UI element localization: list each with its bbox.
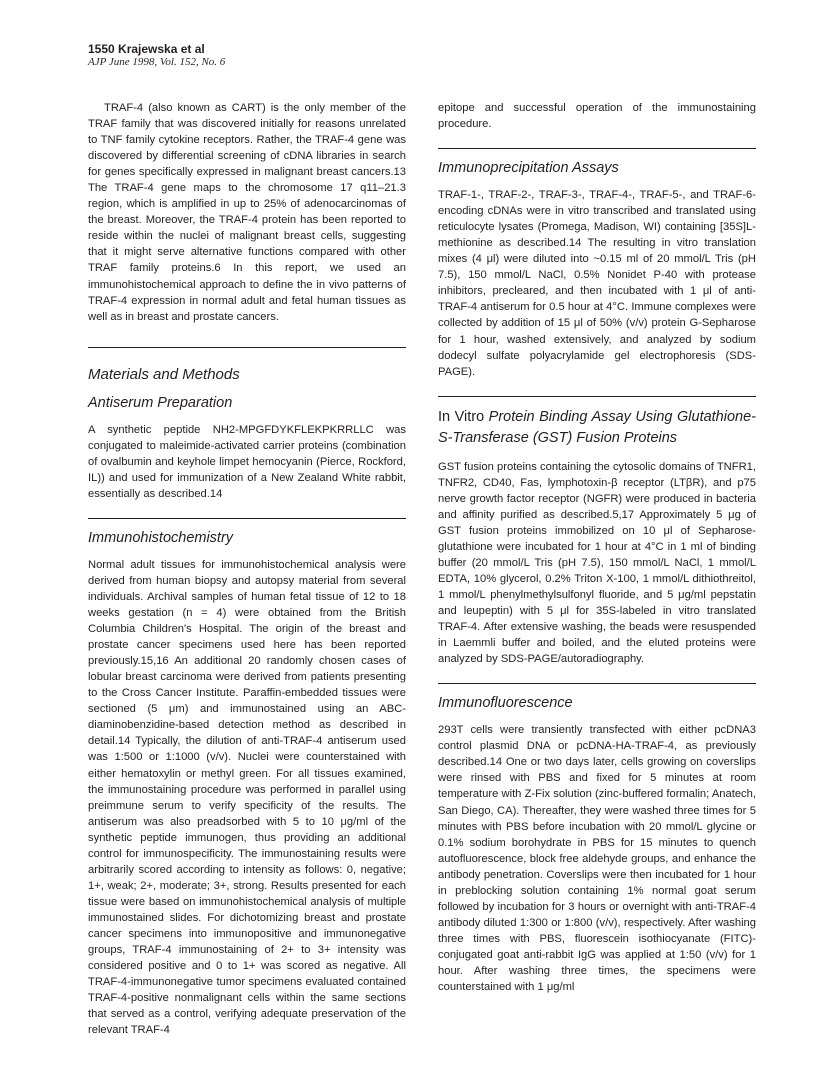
subsection-rule — [438, 683, 756, 684]
left-column — [88, 100, 406, 1038]
ihc-paragraph: Normal adult tissues for immunohistochemical analysis were derived from human biopsy and autopsy material from several individuals. Archival samples of human fetal tissue of 12 to 18 weeks gestation (n = 4) were obtained from the British Columbia Children's Hospital. The origin of the breast and prostate cancer specimens used here has been reported previously.15,16 An additional 20 randomly chosen cases of lobular breast carcinoma were derived from patients presenting to the Cross Cancer Institute. Paraffin-embedded tissues were sectioned (5 μm) and immunostained using an ABC-diaminobenzidine-based detection method as described in detail.14 Typically, the dilution of anti-TRAF-4 antiserum used was 1:500 or 1:1000 (v/v). Nuclei were counterstained with either hematoxylin or methyl green. For all tissues examined, the immunostaining procedure was performed in parallel using preimmune serum to verify specificity of the results. The antiserum was also preadsorbed with 5 to 10 μg/ml of the synthetic peptide immunogen, thus providing an additional control for immunospecificity. The immunostaining results were arbitrarily scored according to intensity as follows: 0, negative; 1+, weak; 2+, moderate; 3+, strong. Results presented for each tissue were based on immunohistochemical analysis of multiple immunostained slides. For dichotomizing breast and prostate cancer specimens into immunopositive and immunonegative groups, TRAF-4 immunostaining of 2+ to 3+ intensity was considered positive and 0 to 1+ was scored as negative. All TRAF-4-immunonegative tumor specimens evaluated contained TRAF-4-positive nonmalignant cells within the same sections that served as a control, verifying adequate preservation of the relevant TRAF-4 — [88, 558, 406, 1037]
subheading-gst-binding — [438, 407, 756, 449]
subheading-immunofluorescence: Immunofluorescence — [438, 695, 573, 712]
subheading-ihc: Immunohistochemistry — [88, 529, 234, 546]
subsection-rule — [438, 148, 756, 149]
subheading-immunoprecipitation: Immunoprecipitation Assays — [438, 160, 619, 177]
subheading-antiserum: Antiserum Preparation — [88, 394, 233, 411]
immunoprecipitation-paragraph: TRAF-1-, TRAF-2-, TRAF-3-, TRAF-4-, TRAF-5-, and TRAF-6-encoding cDNAs were in vitro transcribed and translated using reticulocyte lysates (Promega, Madison, WI) containing [35S]L-methionine as described.14 The resulting in vitro translation mixes (4 μl) were diluted into ~0.15 ml of 20 mmol/L Tris (pH 7.5), 150 mmol/L NaCl, 0.5% Nonidet P-40 with protease inhibitors, precleared, and then incubated with 1 μl of anti-TRAF-4 antiserum for 0.5 hour at 4°C. Immune complexes were collected by addition of 15 μl of 50% (v/v) protein G-Sepharose for 1 hour, washed extensively, and analyzed by sodium dodecyl sulfate polyacrylamide gel electrophoresis (SDS-PAGE). — [438, 189, 756, 378]
running-header — [88, 42, 225, 69]
right-column — [438, 100, 756, 995]
antiserum-paragraph: A synthetic peptide NH2-MPGFDYKFLEKPKRRLLC was conjugated to maleimide-activated carrier proteins (combination of ovalbumin and keyhole limpet hemocyanin (Pierce, Rockford, IL)) and used for immunization of a New Zealand White rabbit, essentially as described.14 — [88, 423, 406, 500]
gst-heading-in-vitro: In Vitro — [438, 408, 485, 425]
gst-paragraph: GST fusion proteins containing the cytosolic domains of TNFR1, TNFR2, CD40, Fas, lymphotoxin-β receptor (LTβR), and p75 nerve growth factor receptor (NGFR) were produced in bacteria and affinity purified as described.5,17 Approximately 5 μg of GST fusion proteins immobilized on 10 μl of Sepharose-glutathione were incubated for 1 hour at 4°C in 1 ml of binding buffer (20 mmol/L Tris (pH 7.5), 150 mmol/L NaCl, 1 mmol/L EDTA, 10% glycerol, 0.2% Triton X-100, 1 mmol/L dithiothreitol, 1 mmol/L phenylmethylsulfonyl fluoride, and 5 μg/ml pepstatin and leupeptin) with 5 μl for 35S-labeled in vitro translated TRAF-4. After extensive washing, the beads were resuspended in Laemmli buffer and boiled, and the eluted proteins were analyzed by SDS-PAGE/autoradiography. — [438, 460, 756, 666]
subsection-rule — [88, 518, 406, 519]
intro-paragraph: TRAF-4 (also known as CART) is the only member of the TRAF family that was discovered initially for reasons unrelated to TNF family cytokine receptors. Rather, the TRAF-4 gene was discovered by differential screening of cDNA libraries in search for genes specifically expressed in malignant breast cancers.13 The TRAF-4 gene maps to the chromosome 17 q11–21.3 region, which is amplified in up to 25% of adenocarcinomas of the breast. Moreover, the TRAF-4 protein has been reported to reside within the nuclei of malignant breast cells, suggesting that it might serve alternative functions compared with other TRAF family proteins.6 In this report, we used an immunohistochemical approach to define the in vivo patterns of TRAF-4 expression in normal adult and fetal human tissues as well as in breast and prostate cancers. — [88, 102, 406, 323]
continuation-paragraph: epitope and successful operation of the immunostaining procedure. — [438, 102, 756, 131]
gst-heading-rest: Protein Binding Assay Using Glutathione-S-Transferase (GST) Fusion Proteins — [438, 408, 756, 446]
section-rule — [88, 347, 406, 348]
journal-citation: AJP June 1998, Vol. 152, No. 6 — [88, 56, 226, 68]
page-number-authors: 1550 Krajewska et al — [88, 42, 205, 56]
immunofluorescence-paragraph: 293T cells were transiently transfected with either pcDNA3 control plasmid DNA or pcDNA-HA-TRAF-4, as previously described.14 One or two days later, cells growing on coverslips were rinsed with PBS and fixed for 5 minutes at room temperature with Z-Fix solution (zinc-buffered formalin; Anatech, San Diego, CA). Thereafter, they were washed three times for 5 minutes with PBS before incubation with 20 mmol/L glycine or 0.1% sodium borohydrate in PBS for 15 minutes to quench autofluorescence, block free aldehyde groups, and enhance the antibody penetration. Coverslips were then incubated for 1 hour in preblocking solution containing 1% normal goat serum followed by incubation for 3 hours or overnight with anti-TRAF-4 antibody diluted 1:300 or 1:800 (v/v), respectively. After washing three times with PBS, fluorescein isothiocyanate (FITC)-conjugated goat anti-rabbit IgG was applied at 1:50 (v/v) for 1 hour. After washing three times, the specimens were counterstained with 1 μg/ml — [438, 724, 756, 994]
section-heading-materials: Materials and Methods — [88, 365, 240, 383]
subsection-rule — [438, 396, 756, 397]
